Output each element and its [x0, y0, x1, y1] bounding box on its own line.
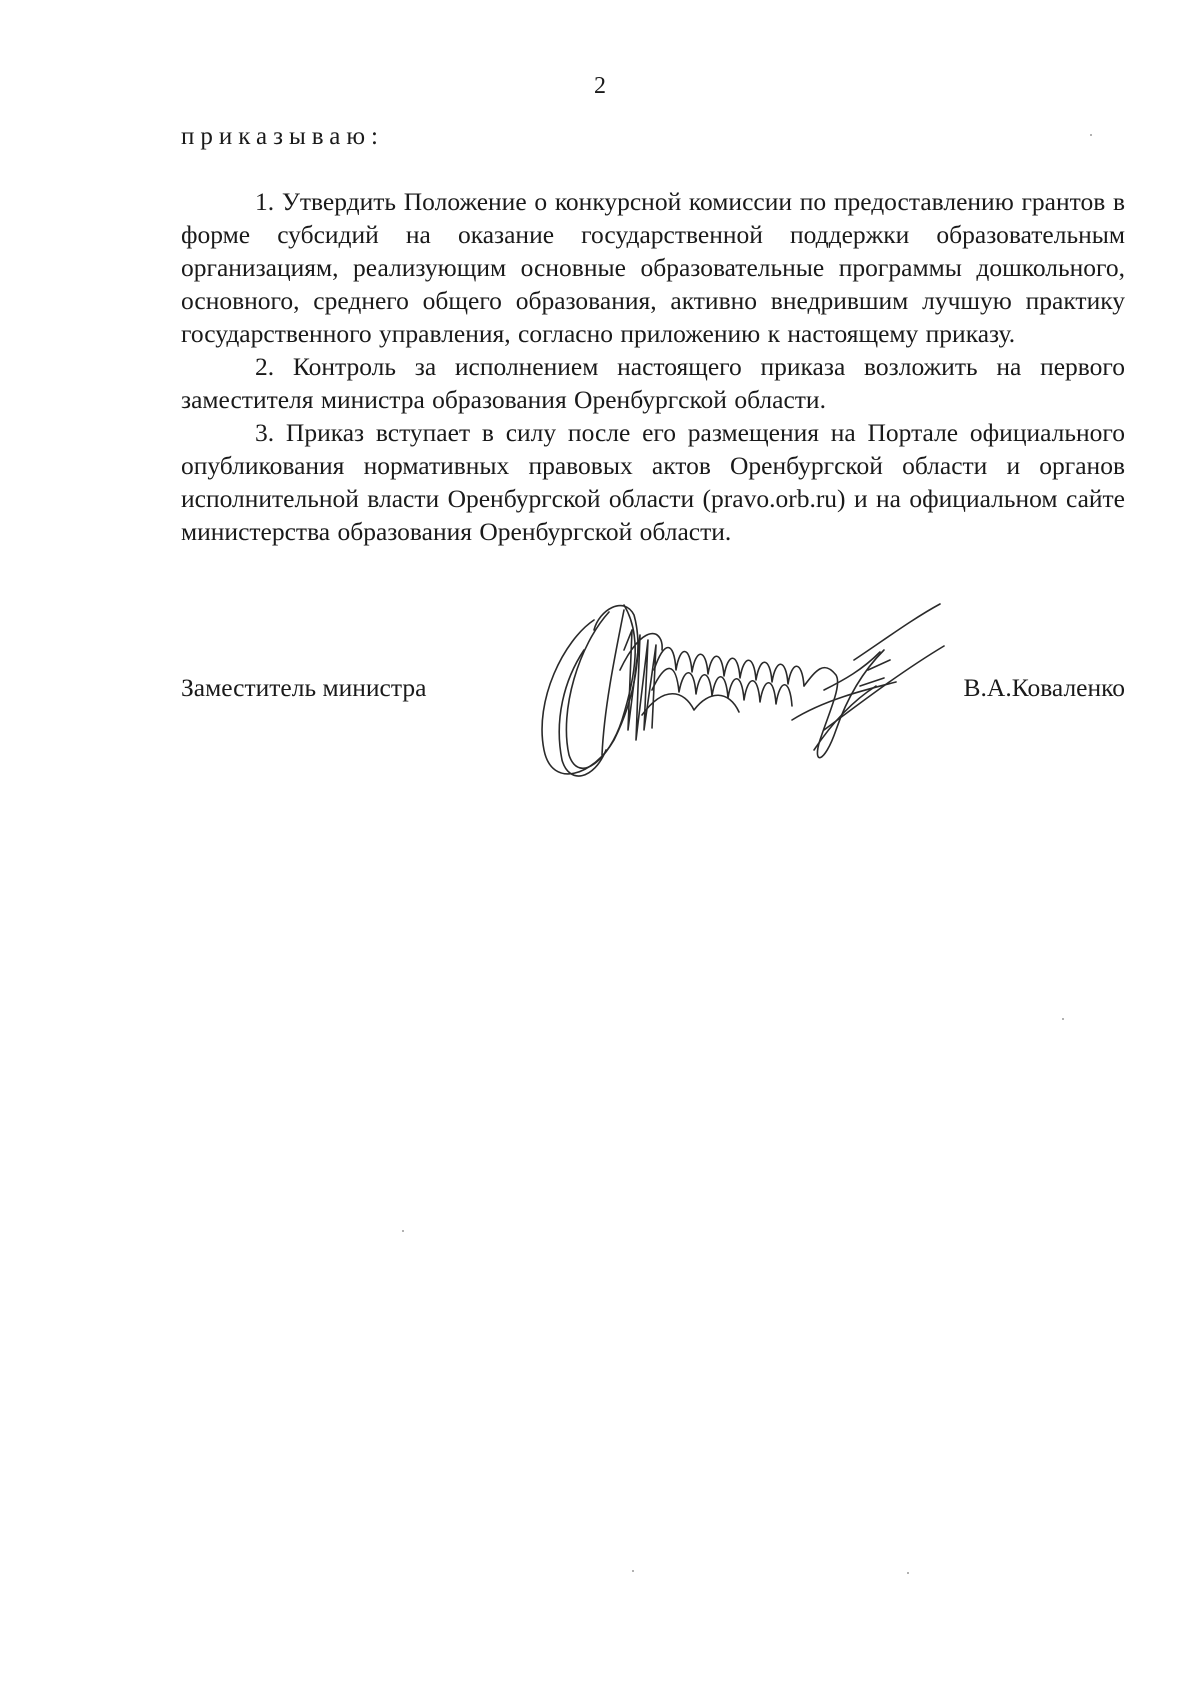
scan-speck: [1062, 1018, 1064, 1020]
order-item-2: 2. Контроль за исполнением настоящего приказа возложить на первого заместителя министра образования Оренбургской области.: [181, 352, 1125, 414]
scan-speck: [1090, 134, 1092, 136]
order-preamble: приказываю:: [181, 123, 384, 150]
scan-speck: [907, 1572, 909, 1574]
order-item-1: 1. Утвердить Положение о конкурсной комиссии по предоставлению грантов в форме субсидий на оказание государственной поддержки образовательным организациям, реализующим основные образовательные программы дошкольного, основного, среднего общего образования, активно внедрившим лучшую практику государственного управления, согласно приложению к настоящему приказу.: [181, 187, 1125, 348]
order-body: [181, 185, 1125, 548]
signatory-name: В.А.Коваленко: [963, 673, 1125, 702]
scan-speck: [632, 1570, 634, 1572]
signature-block: [181, 672, 1125, 712]
scan-speck: [402, 1230, 404, 1232]
signatory-position: Заместитель министра: [181, 673, 427, 702]
order-item-3: 3. Приказ вступает в силу после его размещения на Портале официального опубликования нормативных правовых актов Оренбургской области и органов исполнительной власти Оренбургской области (pravo.orb.ru) и на официальном сайте министерства образования Оренбургской области.: [181, 418, 1125, 546]
page-number: 2: [594, 73, 606, 99]
